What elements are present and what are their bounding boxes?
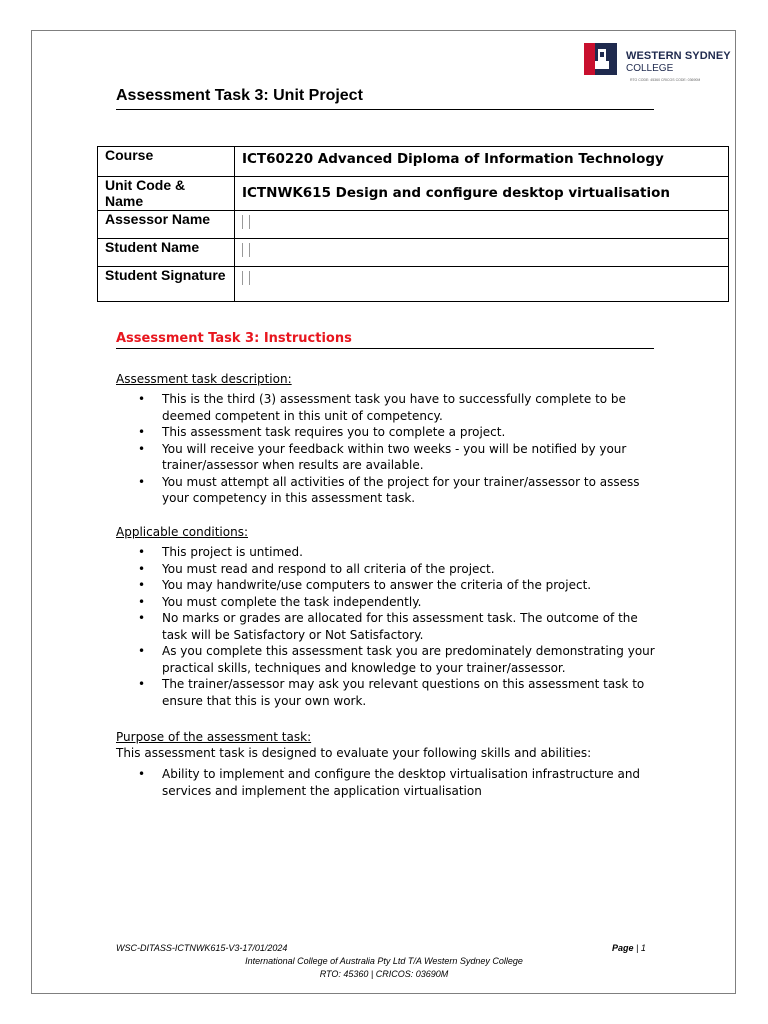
student-signature-label: Student Signature bbox=[98, 267, 235, 302]
student-name-label: Student Name bbox=[98, 239, 235, 267]
purpose-intro: This assessment task is designed to evaluate your following skills and abilities: bbox=[116, 746, 592, 760]
list-item: • You may handwrite/use computers to answer the criteria of the project. bbox=[116, 577, 656, 594]
student-name-field[interactable] bbox=[235, 239, 729, 267]
table-row bbox=[98, 211, 729, 239]
purpose-heading: Purpose of the assessment task: bbox=[116, 730, 312, 744]
student-signature-field[interactable] bbox=[235, 267, 729, 302]
description-heading: Assessment task description: bbox=[116, 372, 292, 386]
logo-subtitle: COLLEGE bbox=[626, 63, 674, 74]
list-item: • You must read and respond to all criteria of the project. bbox=[116, 561, 656, 578]
course-label: Course bbox=[98, 147, 235, 177]
table-row bbox=[98, 267, 729, 302]
unit-code-label: Unit Code & Name bbox=[98, 177, 235, 211]
list-item: • This project is untimed. bbox=[116, 544, 656, 561]
document-code: WSC-DITASS-ICTNWK615-V3-17/01/2024 bbox=[116, 943, 288, 953]
page-title: Assessment Task 3: Unit Project bbox=[116, 87, 363, 104]
title-underline bbox=[116, 109, 654, 110]
page-label: Page bbox=[612, 943, 634, 953]
list-item: • This is the third (3) assessment task you have to successfully complete to be deemed competent in this unit of competency. bbox=[116, 391, 656, 424]
purpose-list bbox=[116, 766, 656, 799]
logo-name: WESTERN SYDNEY bbox=[626, 50, 731, 62]
list-item: • This assessment task requires you to complete a project. bbox=[116, 424, 656, 441]
logo-registration: RTO CODE: 45360 CRICOS CODE: 03690M bbox=[630, 78, 701, 82]
table-row bbox=[98, 239, 729, 267]
table-row bbox=[98, 177, 729, 211]
description-list bbox=[116, 391, 656, 507]
assessor-name-field[interactable] bbox=[235, 211, 729, 239]
footer-registration: RTO: 45360 | CRICOS: 03690M bbox=[319, 969, 449, 979]
page-number-value: 1 bbox=[640, 943, 646, 953]
conditions-list bbox=[116, 544, 656, 709]
course-value: ICT60220 Advanced Diploma of Information Technology bbox=[235, 147, 729, 177]
list-item: • The trainer/assessor may ask you relevant questions on this assessment task to ensure that this is your own work. bbox=[116, 676, 656, 709]
text-cursor-icon bbox=[242, 271, 250, 285]
list-item: • You will receive your feedback within two weeks - you will be notified by your trainer/assessor when results are available. bbox=[116, 441, 656, 474]
list-item: • Ability to implement and configure the desktop virtualisation infrastructure and services and implement the application virtualisation bbox=[116, 766, 656, 799]
page-separator: | bbox=[633, 943, 641, 953]
list-item: • You must complete the task independently. bbox=[116, 594, 656, 611]
crest-icon bbox=[584, 43, 617, 75]
instructions-underline bbox=[116, 348, 654, 349]
table-row bbox=[98, 147, 729, 177]
list-item: • No marks or grades are allocated for this assessment task. The outcome of the task will be Satisfactory or Not Satisfactory. bbox=[116, 610, 656, 643]
unit-code-value: ICTNWK615 Design and configure desktop virtualisation bbox=[235, 177, 729, 211]
assessor-name-label: Assessor Name bbox=[98, 211, 235, 239]
list-item: • As you complete this assessment task you are predominately demonstrating your practical skills, techniques and knowledge to your trainer/assessor. bbox=[116, 643, 656, 676]
list-item: • You must attempt all activities of the project for your trainer/assessor to assess your competency in this assessment task. bbox=[116, 474, 656, 507]
course-info-table bbox=[97, 146, 729, 302]
page-number bbox=[612, 943, 646, 953]
text-cursor-icon bbox=[242, 215, 250, 229]
instructions-heading: Assessment Task 3: Instructions bbox=[116, 331, 352, 346]
conditions-heading: Applicable conditions: bbox=[116, 525, 248, 539]
footer-company: International College of Australia Pty Ltd T/A Western Sydney College bbox=[245, 956, 523, 966]
college-logo bbox=[584, 43, 734, 85]
text-cursor-icon bbox=[242, 243, 250, 257]
